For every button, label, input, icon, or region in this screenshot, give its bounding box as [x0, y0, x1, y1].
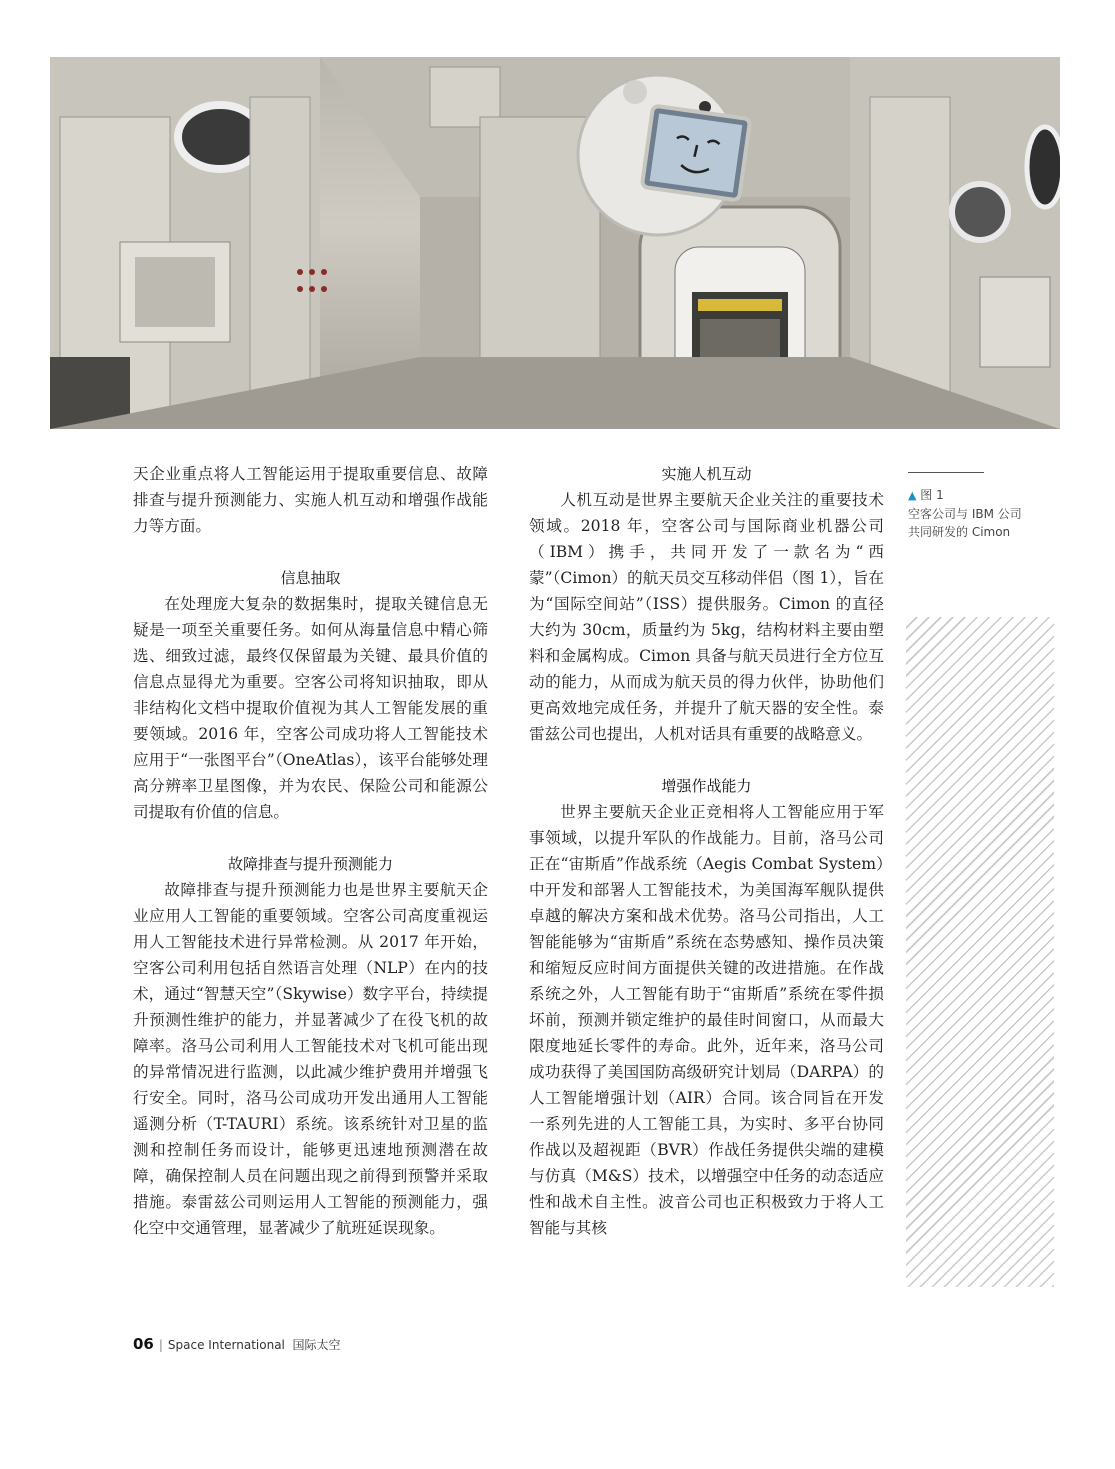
caption-label: 图 1 — [920, 488, 944, 502]
section-body-info-extraction: 在处理庞大复杂的数据集时，提取关键信息无疑是一项至关重要任务。如何从海量信息中精心筛选、细致过滤，最终仅保留最为关键、最具价值的信息点显得尤为重要。空客公司将知识抽取，即从非结构化文档中提取价值视为其人工智能发展的重要领域。2016 年，空客公司成功将人工智能技术应用于“一张图平台”（OneAtlas），该平台能够处理高分辨率卫星图像，并为农民、保险公司和能源公司提取有价值的信息。 — [133, 595, 488, 821]
section-body-human-machine: 人机互动是世界主要航天企业关注的重要技术领域。2018 年，空客公司与国际商业机器公司（IBM）携手，共同开发了一款名为“西蒙”（Cimon）的航天员交互移动伴侣（图 1），旨在为“国际空间站”（ISS）提供服务。Cimon 的直径大约为 30cm，质量约为 5kg，结构材料主要由塑料和金属构成。Cimon 具备与航天员进行全方位互动的能力，从而成为航天员的得力伙伴，协助他们更高效地完成任务，并提升了航天器的安全性。泰雷兹公司也提出，人机对话具有重要的战略意义。 — [529, 491, 884, 743]
triangle-up-icon: ▲ — [908, 489, 917, 502]
section-title-fault-diagnosis: 故障排查与提升预测能力 — [227, 855, 393, 873]
iss-interior-illustration — [50, 57, 1060, 429]
page-footer — [133, 1335, 341, 1353]
figure-caption — [908, 486, 1023, 541]
magazine-name-cn: 国际太空 — [292, 1338, 341, 1352]
caption-text: 空客公司与 IBM 公司共同研发的 Cimon — [908, 507, 1022, 539]
cimon-photo — [50, 57, 1060, 429]
left-column — [133, 461, 488, 1241]
section-title-human-machine: 实施人机互动 — [661, 465, 752, 483]
right-column — [529, 461, 884, 1241]
section-body-fault-diagnosis: 故障排查与提升预测能力也是世界主要航天企业应用人工智能的重要领域。空客公司高度重视运用人工智能技术进行异常检测。从 2017 年开始，空客公司利用包括自然语言处理（NLP）在内的技术，通过“智慧天空”（Skywise）数字平台，持续提升预测性维护的能力，并显著减少了在役飞机的故障率。洛马公司利用人工智能技术对飞机可能出现的异常情况进行监测，以此减少维护费用并增强飞行安全。同时，洛马公司成功开发出通用人工智能遥测分析（T-TAURI）系统。该系统针对卫星的监测和控制任务而设计，能够更迅速地预测潜在故障，确保控制人员在问题出现之前得到预警并采取措施。泰雷兹公司则运用人工智能的预测能力，强化空中交通管理，显著减少了航班延误现象。 — [133, 881, 488, 1237]
caption-rule — [908, 472, 984, 473]
intro-paragraph: 天企业重点将人工智能运用于提取重要信息、故障排查与提升预测能力、实施人机互动和增强作战能力等方面。 — [133, 465, 488, 535]
footer-separator: | — [158, 1338, 163, 1352]
hatch-decoration — [906, 617, 1054, 1287]
magazine-name-en: Space International — [167, 1338, 285, 1352]
section-body-combat: 世界主要航天企业正竞相将人工智能应用于军事领域，以提升军队的作战能力。目前，洛马公司正在“宙斯盾”作战系统（Aegis Combat System）中开发和部署人工智能技术，为美国海军舰队提供卓越的解决方案和战术优势。洛马公司指出，人工智能能够为“宙斯盾”系统在态势感知、操作员决策和缩短反应时间方面提供关键的改进措施。在作战系统之外，人工智能有助于“宙斯盾”系统在零件损坏前，预测并锁定维护的最佳时间窗口，从而最大限度地延长零件的寿命。此外，近年来，洛马公司成功获得了美国国防高级研究计划局（DARPA）的人工智能增强计划（AIR）合同。该合同旨在开发一系列先进的人工智能工具，为实时、多平台协同作战以及超视距（BVR）作战任务提供尖端的建模与仿真（M&S）技术，以增强空中任务的动态适应性和战术自主性。波音公司也正积极致力于将人工智能与其核 — [529, 803, 884, 1237]
section-title-info-extraction: 信息抽取 — [280, 569, 341, 587]
section-title-combat: 增强作战能力 — [661, 777, 752, 795]
page-number: 06 — [133, 1335, 154, 1353]
